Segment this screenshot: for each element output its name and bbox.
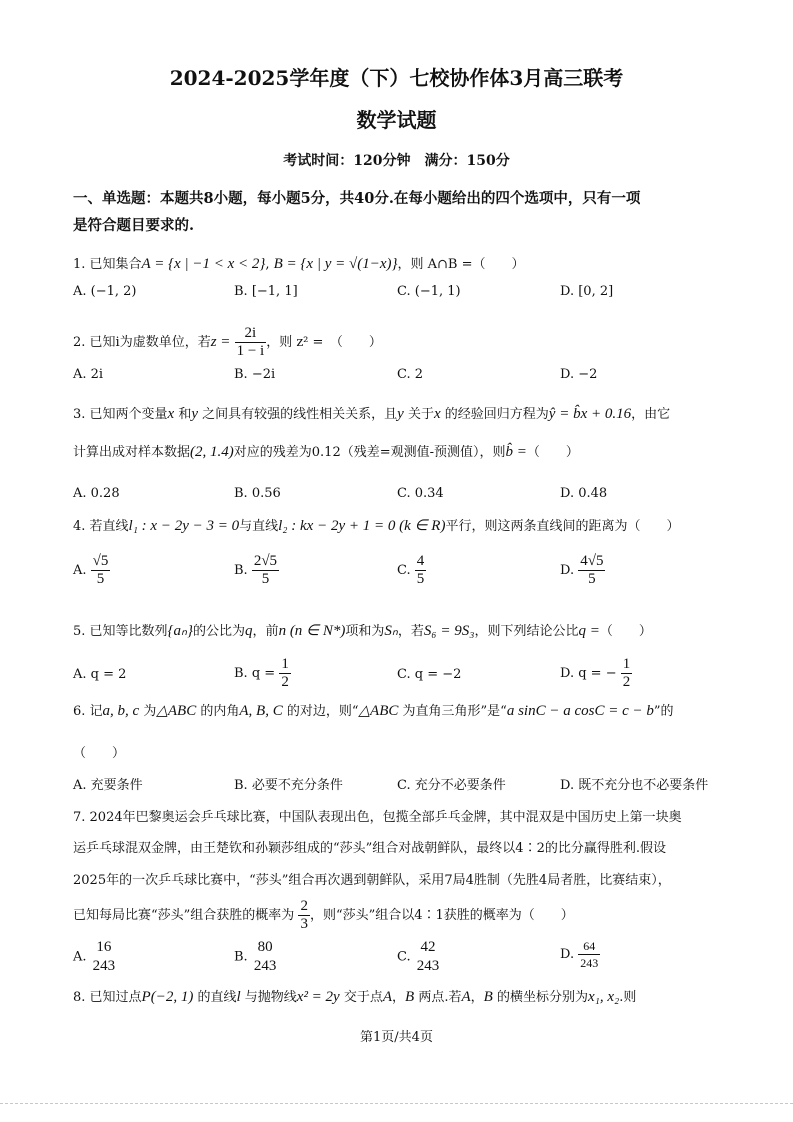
q6-triangle: △ABC <box>156 703 197 719</box>
q6-text: 为 <box>139 704 157 719</box>
q1-option-b: B. [−1, 1] <box>234 284 298 299</box>
q7-option-label: C. <box>397 949 411 965</box>
page-number: 第1页/共4页 <box>360 1030 433 1045</box>
q4-denominator: 5 <box>416 571 425 587</box>
q3-var-x: x <box>433 406 441 422</box>
question-7-line1: 7. 2024年巴黎奥运会乒乓球比赛，中国队表现出色，包揽全部乒乓金牌，其中混双是中国历史上第一块奥 <box>73 810 682 825</box>
q3-text: （ ） <box>526 445 579 460</box>
q5-text: 的公比为 <box>193 624 246 639</box>
exam-title: 2024-2025学年度（下）七校协作体3月高三联考 <box>169 66 624 90</box>
q1-option-a: A. (−1, 2) <box>73 284 137 299</box>
q6-sides: a, b, c <box>102 703 140 719</box>
q3-sample-point: (2, 1.4) <box>190 444 234 460</box>
q2-denominator: 1 − i <box>236 343 265 359</box>
q5-denominator: 2 <box>281 674 289 690</box>
q6-option-b: B. 必要不充分条件 <box>234 778 343 793</box>
page-bottom-divider <box>0 1103 793 1104</box>
q8-line: l <box>236 989 241 1005</box>
q6-option-a: A. 充要条件 <box>73 778 143 793</box>
q5-var-n: n (n ∈ N*) <box>278 623 346 639</box>
q4-line-l1: l₁ : x − 2y − 3 = 0 <box>128 518 240 534</box>
q8-text: 的横坐标分别为 <box>492 990 588 1005</box>
q5-text: ，则下列结论公比 <box>474 624 579 639</box>
q8-text: .则 <box>619 990 637 1005</box>
q1-set-b: B = {x | y = √(1−x)} <box>273 256 398 272</box>
q7-denominator: 243 <box>92 958 116 974</box>
q1-prefix: 1. 已知集合 <box>73 257 142 272</box>
q6-triangle: △ABC <box>358 703 399 719</box>
q5-text: （ ） <box>599 624 652 639</box>
q4-option-a <box>73 553 110 588</box>
q1-option-c: C. (−1, 1) <box>397 284 461 299</box>
q1-option-d: D. [0, 2] <box>560 284 614 299</box>
q4-text: 平行，则这两条直线间的距离为（ ） <box>445 519 680 534</box>
q7-fraction-c <box>415 938 442 976</box>
q8-point-b: B <box>483 989 493 1005</box>
question-3-line1 <box>73 403 670 423</box>
subject-title: 数学试题 <box>356 108 437 132</box>
q7-option-b <box>234 938 278 976</box>
q4-option-label: C. <box>397 563 411 578</box>
q4-numerator: 4√5 <box>580 553 604 569</box>
q6-text: 6. 记 <box>73 704 103 719</box>
q4-text: 4. 若直线 <box>73 519 129 534</box>
q6-text: 的对边，则“ <box>282 704 359 719</box>
q4-text: 与直线 <box>239 519 279 534</box>
q3-text: 对应的残差为0.12（残差=观测值-预测值），则 <box>233 445 506 460</box>
q6-text: 为直角三角形”是“ <box>398 704 507 719</box>
q5-option-d-label: D. q = − <box>560 666 617 681</box>
q2-option-a: A. 2i <box>73 367 104 382</box>
q3-option-b: B. 0.56 <box>234 486 281 501</box>
q4-fraction-b <box>252 553 279 588</box>
q3-option-a: A. 0.28 <box>73 486 120 501</box>
q5-var-q: q <box>245 623 253 639</box>
question-4 <box>73 515 679 535</box>
q6-text: 的内角 <box>196 704 240 719</box>
q3-b-hat: b̂ = <box>505 444 527 460</box>
q7-numerator: 42 <box>420 939 436 955</box>
q5-text: 项和为 <box>345 624 385 639</box>
q7-numerator: 16 <box>96 939 112 955</box>
q7-option-label: B. <box>234 949 248 965</box>
q4-line-l2: l₂ : kx − 2y + 1 = 0 (k ∈ R) <box>278 518 446 534</box>
q2-option-c: C. 2 <box>397 367 424 382</box>
q8-point-a: A <box>382 989 393 1005</box>
q8-point-a: A <box>461 989 471 1005</box>
q5-sum: Sₙ <box>384 623 398 639</box>
q1-set-a: A = {x | −1 < x < 2} <box>141 256 266 272</box>
q5-option-c: C. q = −2 <box>397 667 462 682</box>
q3-option-c: C. 0.34 <box>397 486 444 501</box>
q2-prefix: 2. 已知i为虚数单位，若 <box>73 335 211 350</box>
q3-text: 和 <box>174 407 192 422</box>
q4-fraction-c <box>415 553 427 588</box>
q2-option-d: D. −2 <box>560 367 598 382</box>
q4-fraction-d <box>578 553 605 588</box>
q8-point-b: B <box>405 989 415 1005</box>
q5-var-q: q = <box>578 623 600 639</box>
q5-text: ，前 <box>252 624 279 639</box>
q8-text: 与抛物线 <box>240 990 297 1005</box>
q7-option-d <box>560 938 600 971</box>
q2-z: z = <box>210 334 231 350</box>
q3-var-y: y <box>191 406 199 422</box>
q3-var-y: y <box>397 406 404 422</box>
question-7-line4 <box>73 898 574 933</box>
q5-fraction-d <box>621 656 633 691</box>
q3-text: 的经验回归方程为 <box>440 407 549 422</box>
q7-numerator: 80 <box>257 939 273 955</box>
q8-text: ， <box>392 990 406 1005</box>
q5-option-d <box>560 656 632 691</box>
exam-info: 考试时间：120分钟 满分：150分 <box>283 153 510 169</box>
q4-option-b <box>234 553 279 588</box>
q5-option-a: A. q = 2 <box>73 667 127 682</box>
q7-fraction-a <box>91 938 118 976</box>
q8-text: 交于点 <box>339 990 383 1005</box>
q4-numerator: 2√5 <box>253 553 278 569</box>
q7-numerator: 64 <box>578 938 600 955</box>
q8-text: 的直线 <box>193 990 237 1005</box>
q4-option-label: B. <box>234 563 248 578</box>
q8-parabola: x² = 2y <box>296 989 340 1005</box>
q8-text: 两点.若 <box>414 990 462 1005</box>
q4-denominator: 5 <box>588 571 596 587</box>
q3-text: 关于 <box>403 407 434 422</box>
q8-text: ， <box>470 990 484 1005</box>
q4-numerator: 4 <box>416 553 425 569</box>
q8-point: P(−2, 1) <box>141 989 194 1005</box>
q5-text: 5. 已知等比数列 <box>73 624 168 639</box>
q8-abscissas: x₁, x₂ <box>587 989 620 1005</box>
q7-text: ，则“莎头”组合以4∶1获胜的概率为（ ） <box>309 908 574 923</box>
q7-option-label: A. <box>73 949 87 965</box>
q4-option-c <box>397 553 426 588</box>
q3-text: 3. 已知两个变量 <box>73 407 168 422</box>
q2-suffix: ，则 z² = （ ） <box>266 335 382 350</box>
section-heading-line1: 一、单选题：本题共8小题，每小题5分，共40分.在每小题给出的四个选项中，只有一项 <box>73 190 641 207</box>
q7-fraction-d <box>578 938 600 971</box>
q3-regression-equation: ŷ = b̂x + 0.16 <box>548 406 632 422</box>
q5-denominator: 2 <box>622 674 631 690</box>
q5-option-b <box>234 656 291 691</box>
q7-option-label: D. <box>560 947 575 962</box>
q6-option-c: C. 充分不必要条件 <box>397 778 506 793</box>
q4-option-label: A. <box>73 563 87 578</box>
q2-numerator: 2i <box>235 325 267 343</box>
q1-sep: , <box>265 257 274 272</box>
q7-option-a <box>73 938 117 976</box>
q5-option-b-label: B. q = <box>234 666 276 681</box>
q5-text: ，若 <box>397 624 424 639</box>
q7-numerator: 2 <box>300 898 308 914</box>
q7-denominator: 3 <box>300 916 308 932</box>
q4-denominator: 5 <box>261 571 270 587</box>
q7-probability <box>298 898 310 933</box>
question-7-line2: 运乒乓球混双金牌，由王楚钦和孙颖莎组成的“莎头”组合对战朝鲜队，最终以4∶2的比分赢得胜利.假设 <box>73 841 666 856</box>
q3-text: ，由它 <box>631 407 671 422</box>
q6-text: ”的 <box>653 704 674 719</box>
q4-option-d <box>560 553 605 588</box>
q6-answer-paren: （ ） <box>73 746 126 761</box>
q4-fraction-a <box>91 553 111 588</box>
question-3-line2 <box>73 441 579 461</box>
question-6 <box>73 700 674 720</box>
q3-option-d: D. 0.48 <box>560 486 608 501</box>
question-2 <box>73 325 382 360</box>
q3-text: 之间具有较强的线性相关关系，且 <box>198 407 398 422</box>
q7-denominator: 243 <box>253 958 277 974</box>
q5-fraction-b <box>279 656 291 691</box>
q7-denominator: 243 <box>580 956 599 970</box>
q4-denominator: 5 <box>96 571 105 587</box>
q6-equation: a sinC − a cosC = c − b <box>506 703 654 719</box>
q7-option-c <box>397 938 441 976</box>
q5-numerator: 1 <box>622 656 631 672</box>
q2-option-b: B. −2i <box>234 367 276 382</box>
q7-text: 已知每局比赛“莎头”组合获胜的概率为 <box>73 908 295 923</box>
q5-sequence: {aₙ} <box>167 623 194 639</box>
q5-condition: S₆ = 9S₃ <box>423 623 475 639</box>
question-1 <box>73 253 525 273</box>
q2-fraction <box>235 325 267 360</box>
q8-text: 8. 已知过点 <box>73 990 142 1005</box>
q4-numerator: √5 <box>92 553 109 569</box>
q6-option-d: D. 既不充分也不必要条件 <box>560 778 709 793</box>
q1-suffix: ，则 A∩B =（ ） <box>397 257 525 272</box>
q3-var-x: x <box>167 406 175 422</box>
q7-fraction-b <box>252 938 279 976</box>
q5-numerator: 1 <box>281 656 289 672</box>
q7-denominator: 243 <box>416 958 440 974</box>
q6-angles: A, B, C <box>239 703 283 719</box>
question-5 <box>73 620 652 640</box>
question-7-line3: 2025年的一次乒乓球比赛中，“莎头”组合再次遇到朝鲜队，采用7局4胜制（先胜4局者胜，比赛结束）， <box>73 873 671 888</box>
section-heading-line2: 是符合题目要求的. <box>73 217 195 234</box>
q4-option-label: D. <box>560 563 575 578</box>
q3-text: 计算出成对样本数据 <box>73 445 191 460</box>
question-8 <box>73 986 636 1006</box>
